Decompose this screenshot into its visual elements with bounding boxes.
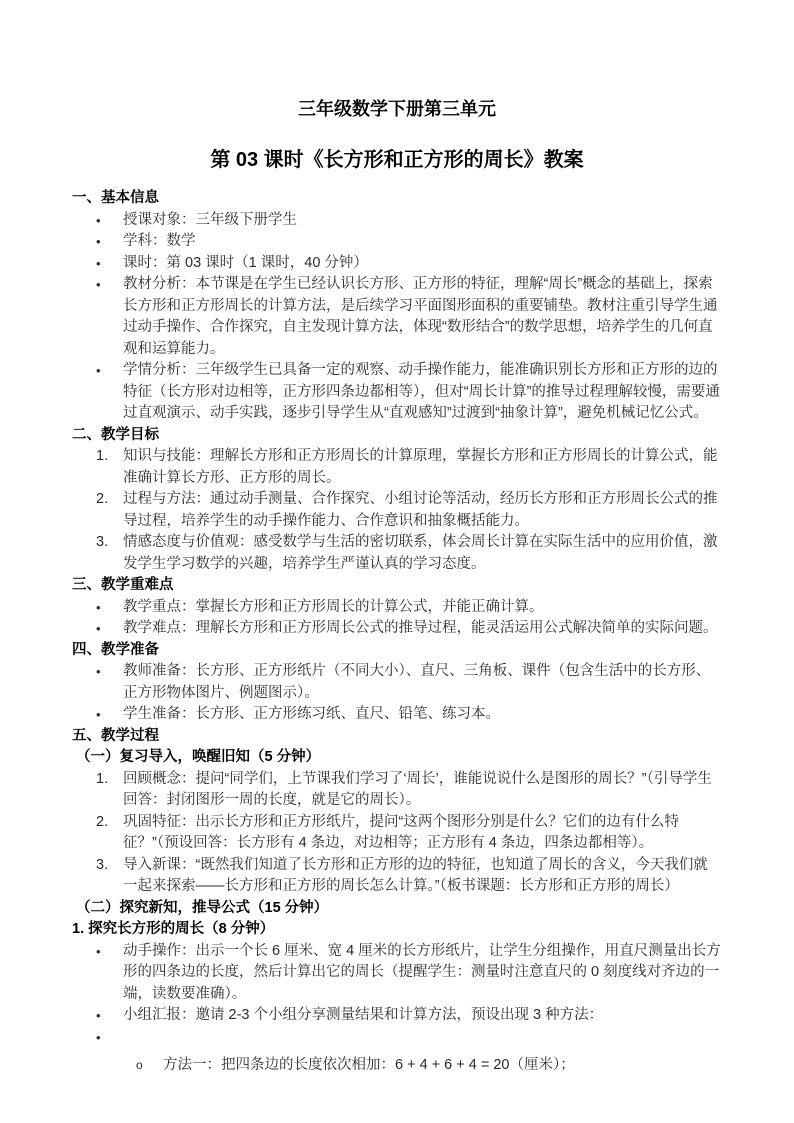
- list-item-text: 学科：数学: [123, 233, 196, 249]
- bullet-marker: •: [96, 255, 101, 271]
- bullet-marker: •: [96, 1008, 101, 1023]
- subsection-heading-explore: （二）探究新知，推导公式（15 分钟）: [76, 899, 329, 916]
- list-item: [72, 532, 722, 575]
- number-marker: 3.: [96, 856, 109, 873]
- list-item: [72, 489, 722, 532]
- circle-marker: o: [136, 1058, 143, 1072]
- bullet-marker: •: [96, 1029, 101, 1045]
- list-item: [72, 704, 722, 726]
- list-item: [72, 274, 722, 360]
- section-preparation: [72, 640, 722, 726]
- section-heading: 四、教学准备: [72, 641, 159, 658]
- bullet-marker: •: [96, 599, 101, 615]
- sublist-item-text: 方法一：把四条边的长度依次相加：6 + 4 + 6 + 4 = 20（厘米）；: [163, 1057, 575, 1073]
- list-item: [72, 360, 722, 425]
- list-item: [72, 1005, 722, 1027]
- list-item-text: 课时：第 03 课时（1 课时，40 分钟）: [123, 254, 368, 271]
- subsection-heading-rectangle-perimeter: 1. 探究长方形的周长（8 分钟）: [72, 921, 275, 937]
- number-marker: 1.: [96, 448, 109, 464]
- bullet-marker: •: [96, 212, 101, 228]
- bullet-marker: •: [96, 363, 101, 378]
- list-item-text: 教师准备：长方形、正方形纸片（不同大小）、直尺、三角板、课件（包含生活中的长方形、正方形物体图片、例题图示）。: [123, 663, 711, 701]
- list-item-text: 学生准备：长方形、正方形练习纸、直尺、铅笔、练习本。: [123, 706, 500, 722]
- list-item-text: 小组汇报：邀请 2-3 个小组分享测量结果和计算方法，预设出现 3 种方法：: [123, 1007, 604, 1023]
- bullet-marker: •: [96, 664, 101, 679]
- list-item: [72, 618, 722, 640]
- list-item: [72, 210, 722, 232]
- section-key-points: [72, 575, 722, 640]
- bullet-marker: •: [96, 943, 101, 959]
- list-item: [72, 661, 722, 704]
- list-item-text: 巩固特征：出示长方形和正方形纸片，提问“这两个图形分别是什么？它们的边有什么特征？”（预设回答：长方形有 4 条边，对边相等；正方形有 4 条边，四条边都相等）。: [123, 813, 679, 851]
- list-item: [72, 597, 722, 619]
- section-basic-info: [72, 188, 722, 425]
- list-item-text: 情感态度与价值观：感受数学与生活的密切联系，体会周长计算在实际生活中的应用价值，激发学生学习数学的兴趣，培养学生严谨认真的学习态度。: [123, 534, 718, 572]
- list-item: [72, 855, 722, 898]
- bullet-marker: •: [96, 277, 101, 292]
- list-item: [72, 812, 722, 855]
- list-item-text: 动手操作：出示一个长 6 厘米、宽 4 厘米的长方形纸片，让学生分组操作，用直尺测量出长方形的四条边的长度，然后计算出它的周长（提醒学生：测量时注意直尺的 0 刻度线对齐边的一端，读数要准确）。: [123, 942, 721, 1002]
- subsection-heading-review: （一）复习导入，唤醒旧知（5 分钟）: [76, 749, 321, 765]
- list-item: [72, 446, 722, 489]
- number-marker: 3.: [96, 534, 109, 550]
- list-item-text: 授课对象：三年级下册学生: [123, 211, 297, 228]
- doc-title-line2: 第 03 课时《长方形和正方形的周长》教案: [210, 149, 584, 171]
- list-item-text: 教学难点：理解长方形和正方形周长公式的推导过程，能灵活运用公式解决简单的实际问题。: [123, 620, 718, 636]
- list-item: [72, 253, 722, 275]
- section-objectives: [72, 425, 722, 576]
- list-item-empty: [72, 1027, 722, 1049]
- list-item-text: 教学重点：掌握长方形和正方形周长的计算公式，并能正确计算。: [123, 598, 544, 615]
- number-marker: 1.: [96, 770, 109, 787]
- section-process: [72, 726, 722, 1077]
- method-sublist: [72, 1055, 722, 1077]
- sublist-item: [72, 1055, 722, 1077]
- list-item: [72, 231, 722, 253]
- number-marker: 2.: [96, 491, 109, 507]
- list-item-text: 教材分析：本节课是在学生已经认识长方形、正方形的特征，理解“周长”概念的基础上，探索长方形和正方形周长的计算方法，是后续学习平面图形面积的重要铺垫。教材注重引导学生通过动手操作、合作探究，自主发现计算方法，体现“数形结合”的数学思想，培养学生的几何直观和运算能力。: [123, 276, 718, 357]
- list-item-text: 知识与技能：理解长方形和正方形周长的计算原理，掌握长方形和正方形周长的计算公式，能准确计算长方形、正方形的周长。: [123, 448, 718, 486]
- bullet-marker: •: [96, 621, 101, 636]
- list-item-text: 回顾概念：提问“同学们，上节课我们学习了‘周长’，谁能说说什么是图形的周长？”（引导学生回答：封闭图形一周的长度，就是它的周长）。: [123, 770, 712, 808]
- list-item: [72, 941, 722, 1006]
- number-marker: 2.: [96, 813, 109, 830]
- list-item-text: 过程与方法：通过动手测量、合作探究、小组讨论等活动，经历长方形和正方形周长公式的推导过程，培养学生的动手操作能力、合作意识和抽象概括能力。: [123, 491, 718, 529]
- bullet-marker: •: [96, 707, 101, 722]
- list-item: [72, 769, 722, 812]
- section-heading: 五、教学过程: [72, 727, 159, 744]
- list-item-text: 导入新课：“既然我们知道了长方形和正方形的边的特征，也知道了周长的含义，今天我们就一起来探索——长方形和正方形的周长怎么计算。”（板书课题：长方形和正方形的周长）: [123, 856, 708, 894]
- section-heading: 三、教学重难点: [72, 577, 174, 593]
- list-item-text: 学情分析：三年级学生已具备一定的观察、动手操作能力，能准确识别长方形和正方形的边的特征（长方形对边相等，正方形四条边都相等），但对“周长计算”的推导过程理解较慢，需要通过直观演示、动手实践，逐步引导学生从“直观感知”过渡到“抽象计算”，避免机械记忆公式。: [123, 362, 720, 421]
- bullet-marker: •: [96, 234, 101, 249]
- section-heading: 一、基本信息: [72, 190, 159, 206]
- doc-title-line1: 三年级数学下册第三单元: [298, 99, 496, 119]
- section-heading: 二、教学目标: [72, 426, 159, 443]
